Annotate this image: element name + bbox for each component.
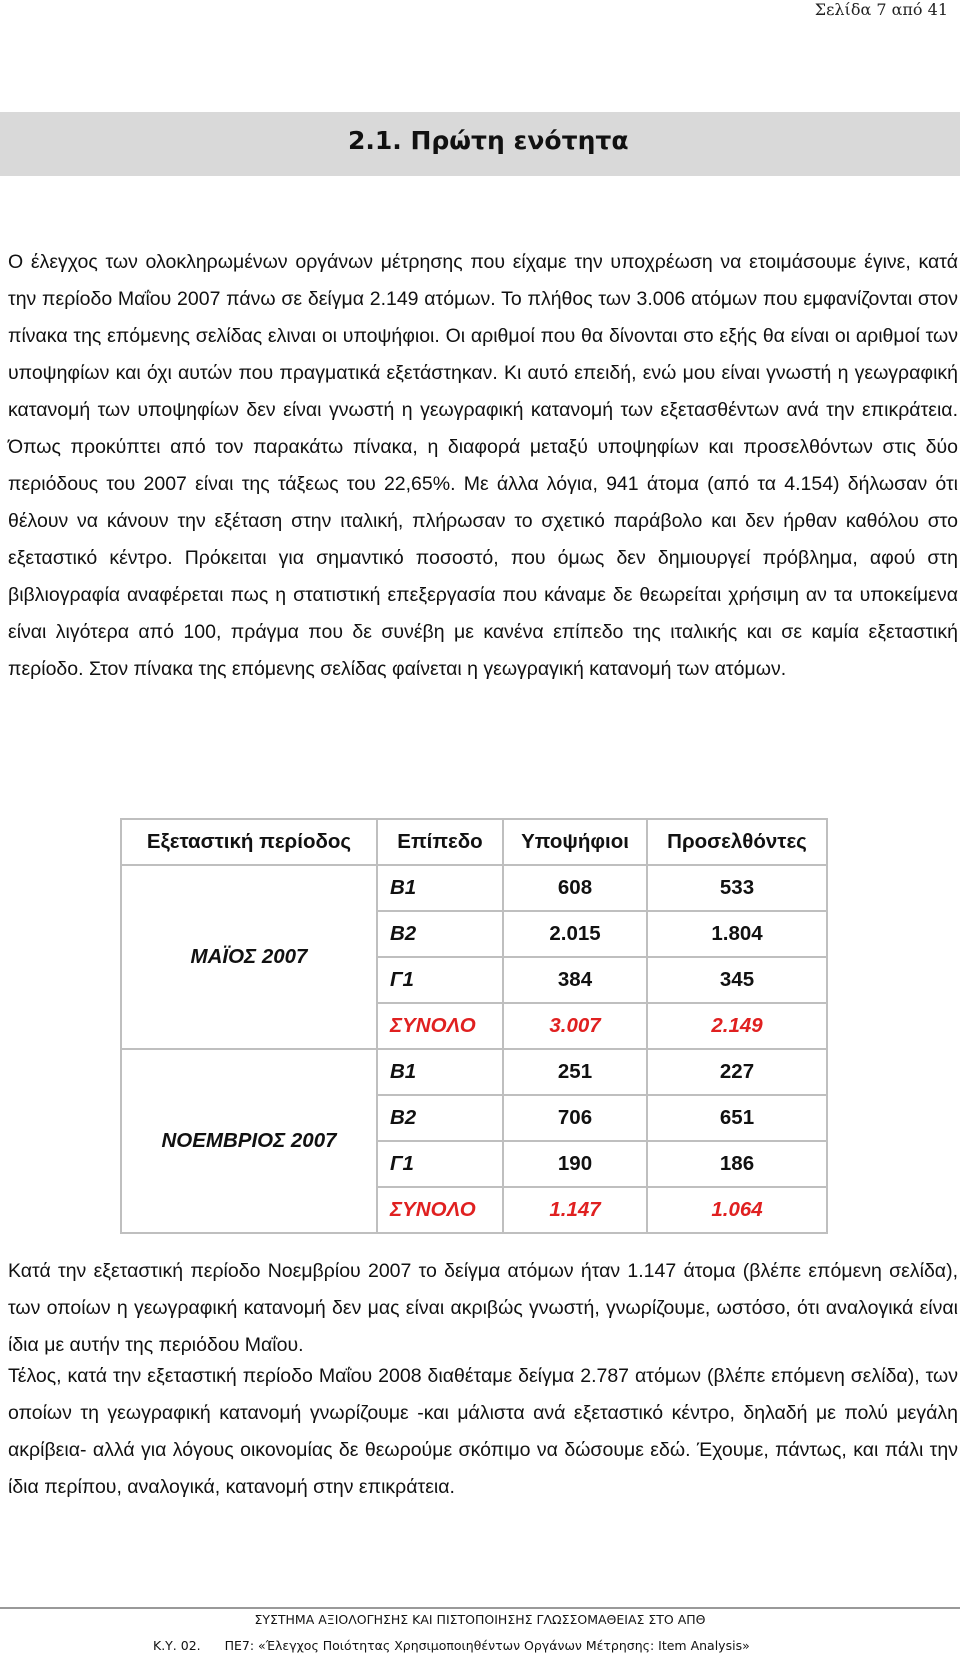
candidates-cell: 251 xyxy=(503,1049,647,1095)
header-examinees: Προσελθόντες xyxy=(647,819,827,865)
footer-project: ΠΕ7: «Έλεγχος Ποιότητας Χρησιμοποιηθέντων Οργάνων Μέτρησης: Item Analysis» xyxy=(224,1638,750,1653)
table-row xyxy=(121,1049,827,1095)
table-row xyxy=(121,865,827,911)
footer-code: Κ.Υ. 02. xyxy=(153,1638,201,1653)
candidates-cell: 384 xyxy=(503,957,647,1003)
level-cell: Γ1 xyxy=(377,957,503,1003)
table-header-row xyxy=(121,819,827,865)
section-heading: 2.1. Πρώτη ενότητα xyxy=(348,126,629,155)
page-number: Σελίδα 7 από 41 xyxy=(814,0,948,19)
examinees-cell: 345 xyxy=(647,957,827,1003)
section-heading-band xyxy=(0,112,960,176)
total-label-cell: ΣΥΝΟΛΟ xyxy=(377,1187,503,1233)
period-cell: ΜΑΪΟΣ 2007 xyxy=(121,865,377,1049)
candidates-cell: 2.015 xyxy=(503,911,647,957)
level-cell: Β1 xyxy=(377,1049,503,1095)
footer-divider xyxy=(0,1607,960,1609)
total-candidates-cell: 1.147 xyxy=(503,1187,647,1233)
level-cell: Β1 xyxy=(377,865,503,911)
period-cell: ΝΟΕΜΒΡΙΟΣ 2007 xyxy=(121,1049,377,1233)
header-level: Επίπεδο xyxy=(377,819,503,865)
level-cell: Β2 xyxy=(377,911,503,957)
total-examinees-cell: 1.064 xyxy=(647,1187,827,1233)
may2008-paragraph: Τέλος, κατά την εξεταστική περίοδο Μαΐου 2008 διαθέταμε δείγμα 2.787 ατόμων (βλέπε επόμενη σελίδα), των οποίων τη γεωγραφική κατανομή γνωρίζουμε -και μάλιστα ανά εξεταστικό κέντρο, δηλαδή με πολύ μεγάλη ακρίβεια- αλλά για λόγους οικονομίας δε θεωρούμε σκόπιμο να δώσουμε εδώ. Έχουμε, πάντως, και πάλι την ίδια περίπου, αναλογικά, κατανομή στην επικράτεια. xyxy=(8,1365,958,1498)
footer-system-title: ΣΥΣΤΗΜΑ ΑΞΙΟΛΟΓΗΣΗΣ ΚΑΙ ΠΙΣΤΟΠΟΙΗΣΗΣ ΓΛΩΣΣΟΜΑΘΕΙΑΣ ΣΤΟ ΑΠΘ xyxy=(254,1612,706,1627)
header-period: Εξεταστική περίοδος xyxy=(121,819,377,865)
candidates-table xyxy=(120,818,828,1234)
examinees-cell: 227 xyxy=(647,1049,827,1095)
intro-paragraph: Ο έλεγχος των ολοκληρωμένων οργάνων μέτρησης που είχαμε την υποχρέωση να ετοιμάσουμε έγινε, κατά την περίοδο Μαΐου 2007 πάνω σε δείγμα 2.149 ατόμων. Το πλήθος των 3.006 ατόμων που εμφανίζονται στον πίνακα της επόμενης σελίδας ελιναι οι υποψήφιοι. Οι αριθμοί που θα δίνονται στο εξής θα είναι οι αριθμοί των υποψηφίων και όχι αυτών που πραγματικά εξετάστηκαν. Κι αυτό επειδή, ενώ μου είναι γνωστή η γεωγραφική κατανομή των υποψηφίων δεν είναι γνωστή η γεωγραφική κατανομή των εξετασθέντων ανά την επικράτεια. Όπως προκύπτει από τον παρακάτω πίνακα, η διαφορά μεταξύ υποψηφίων και προσελθόντων στις δύο περιόδους του 2007 είναι της τάξεως του 22,65%. Με άλλα λόγια, 941 άτομα (από τα 4.154) δήλωσαν ότι θέλουν να κάνουν την εξέταση στην ιταλική, πλήρωσαν το σχετικό παράβολο και δεν ήρθαν καθόλου στο εξεταστικό κέντρο. Πρόκειται για σημαντικό ποσοστό, που όμως δεν δημιουργεί πρόβλημα, αφού στη βιβλιογραφία αναφέρεται πως η στατιστική επεξεργασία που κάναμε δε θεωρείται χρήσιμη αν τα υποκείμενα είναι λιγότερα από 100, πράγμα που δε συνέβη με κανένα επίπεδο της ιταλικής και σε καμία εξεταστική περίοδο. Στον πίνακα της επόμενης σελίδας φαίνεται η γεωγραγική κατανομή των ατόμων. xyxy=(8,251,958,680)
candidates-cell: 706 xyxy=(503,1095,647,1141)
candidates-cell: 190 xyxy=(503,1141,647,1187)
level-cell: Β2 xyxy=(377,1095,503,1141)
candidates-cell: 608 xyxy=(503,865,647,911)
examinees-cell: 186 xyxy=(647,1141,827,1187)
total-examinees-cell: 2.149 xyxy=(647,1003,827,1049)
footer-reference xyxy=(153,1638,750,1653)
header-candidates: Υποψήφιοι xyxy=(503,819,647,865)
total-candidates-cell: 3.007 xyxy=(503,1003,647,1049)
examinees-cell: 1.804 xyxy=(647,911,827,957)
level-cell: Γ1 xyxy=(377,1141,503,1187)
examinees-cell: 533 xyxy=(647,865,827,911)
examinees-cell: 651 xyxy=(647,1095,827,1141)
total-label-cell: ΣΥΝΟΛΟ xyxy=(377,1003,503,1049)
november-paragraph: Κατά την εξεταστική περίοδο Νοεμβρίου 2007 το δείγμα ατόμων ήταν 1.147 άτομα (βλέπε επόμενη σελίδα), των οποίων η γεωγραφική κατανομή δεν μας είναι ακριβώς γνωστή, γνωρίζουμε, ωστόσο, ότι αναλογικά είναι ίδια με αυτήν της περιόδου Μαΐου. xyxy=(8,1260,958,1356)
